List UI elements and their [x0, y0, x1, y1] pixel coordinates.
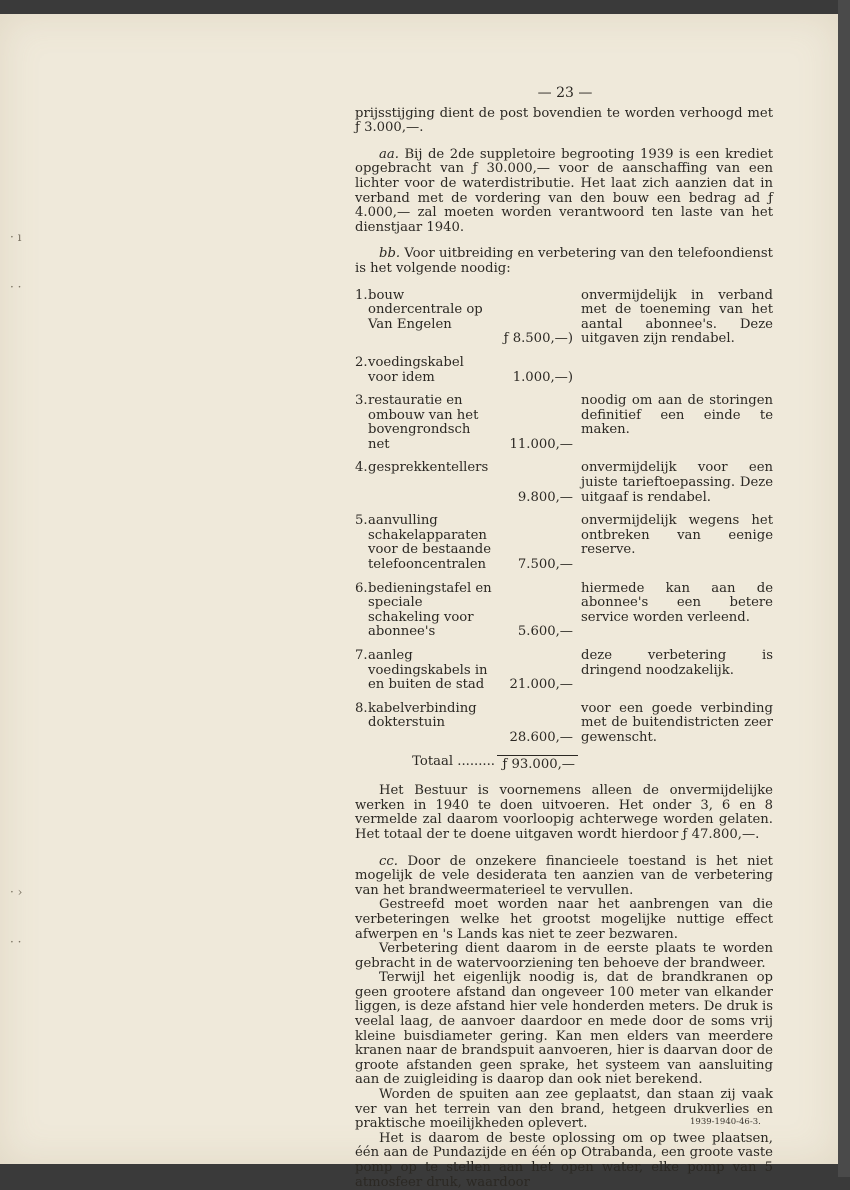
item-description: [355, 514, 495, 572]
item-description: [355, 289, 495, 347]
section-aa-label: aa.: [379, 146, 399, 162]
item-number: 7.: [355, 648, 368, 663]
section-aa-text: Bij de 2de suppletoire begrooting 1939 is een krediet opgebracht van ƒ 30.000,— voor de aanschaffing van een lichter voor de waterdistributie. Het laat zich aanzien dat in verband met de vordering van den bouw een bedrag ad ƒ 4.000,— zal moeten worden verantwoord ten laste van het dienstjaar 1940.: [355, 146, 773, 235]
item-description-text: aanleg voedingskabels in en buiten de stad: [368, 648, 488, 693]
item-amount-text: 9.800,—: [517, 489, 573, 505]
total-row: [355, 755, 773, 773]
bestuur-paragraph: Het Bestuur is voornemens alleen de onvermijdelijke werken in 1940 te doen uitvoeren. Het onder 3, 6 en 8 vermelde zal daarom voorloopig achterwege worden gelaten. Het totaal der te doene uitgaven wordt hierdoor ƒ 47.800,—.: [355, 783, 773, 842]
item-note: deze verbetering is dringend noodzakelijk.: [581, 648, 773, 678]
item-amount-text: 28.600,—: [509, 729, 573, 745]
paragraph: Terwijl het eigenlijk noodig is, dat de brandkranen op geen grootere afstand dan ongeveer 100 meter van elkander liggen, is deze afstand hier vele honderden meters. De druk is veelal laag, de aanvoer daardoor en mede door de soms vrij kleine buisdiameter gering. Kan men elders van meerdere kranen naar de brandspuit aanvoeren, hier is daarvan door de groote afstanden geen sprake, het systeem van aansluiting aan de zuigleiding is daarop dan ook niet berekend.: [355, 970, 773, 1088]
cost-item-row: [355, 394, 773, 452]
cost-item-row: [355, 649, 773, 693]
section-bb: [355, 247, 773, 276]
item-note: onvermijdelijk in verband met de toeneming van het aantal abonnee's. Deze uitgaven zijn rendabel.: [581, 287, 773, 347]
item-note: hiermede kan aan de abonnee's een betere service worden verleend.: [581, 580, 773, 625]
page-number: — 23 —: [537, 85, 593, 101]
item-amount-text: 21.000,—: [509, 677, 573, 693]
section-aa: [355, 148, 773, 236]
item-description: [355, 582, 495, 640]
item-description-text: aanvulling schakelapparaten voor de bestaande telefooncentralen: [368, 513, 492, 573]
cost-item-row: [355, 514, 773, 572]
item-number: 1.: [355, 287, 368, 303]
item-number: 8.: [355, 700, 368, 716]
cost-item-row: [355, 582, 773, 640]
document-body: [355, 86, 773, 1190]
item-amount: [495, 461, 576, 505]
item-number: 3.: [355, 393, 368, 409]
item-description-text: voedingskabel voor idem: [368, 354, 464, 385]
paragraph: Gestreefd moet worden naar het aanbrengen van die verbeteringen welke het grootst mogelijke nuttige effect afwerpen en 's Lands kas niet te zeer bezwaren.: [355, 897, 773, 942]
item-amount-text: 11.000,—: [509, 436, 573, 452]
paragraph: Worden de spuiten aan zee geplaatst, dan staan zij vaak ver van het terrein van den brand, hetgeen drukverlies en praktische moeilijkheden oplevert.: [355, 1087, 773, 1132]
section-bb-text: Voor uitbreiding en verbetering van den telefoondienst is het volgende noodig:: [355, 246, 773, 276]
item-amount-text: ƒ 8.500,—): [503, 331, 573, 347]
item-note: noodig om aan de storingen definitief een einde te maken.: [581, 393, 773, 438]
item-description: [355, 394, 495, 452]
item-note: onvermijdelijk voor een juiste tarieftoepassing. Deze uitgaaf is rendabel.: [581, 460, 773, 505]
item-number: 2.: [355, 354, 368, 370]
paragraph: Het is daarom de beste oplossing om op twee plaatsen, één aan de Pundazijde en één op Otrabanda, een groote vaste pomp op te stellen aan het open water, elke pomp van 5 atmosfeer druk, waardoor: [355, 1130, 773, 1190]
total-amount: ƒ 93.000,—: [497, 755, 578, 773]
section-cc-label: cc.: [379, 853, 398, 869]
item-description: [355, 461, 495, 505]
total-label: Totaal .........: [412, 753, 495, 769]
item-amount-text: 7.500,—: [517, 557, 573, 573]
paragraph: Verbetering dient daarom in de eerste plaats te worden gebracht in de watervoorziening ten behoeve der brandweer.: [355, 941, 773, 971]
item-amount-text: 5.600,—: [517, 624, 573, 640]
item-amount-text: 1.000,—): [512, 369, 573, 385]
item-description-text: restauratie en ombouw van het bovengrondsch net: [368, 393, 479, 452]
item-number: 5.: [355, 513, 368, 529]
intro-paragraph: prijsstijging dient de post bovendien te worden verhoogd met ƒ 3.000,—.: [355, 105, 773, 136]
cost-item-row: [355, 356, 773, 385]
item-description-text: bedieningstafel en speciale schakeling voor abonnee's: [368, 580, 492, 640]
item-amount: [495, 702, 576, 746]
item-amount: [495, 649, 576, 693]
cost-item-row: [355, 461, 773, 505]
section-bb-label: bb.: [379, 246, 401, 262]
item-description-text: bouw ondercentrale op Van Engelen: [368, 287, 483, 332]
cost-item-row: [355, 702, 773, 746]
document-code: 1939-1940-46-3.: [690, 1117, 761, 1127]
cost-items-list: [355, 289, 773, 746]
item-description: [355, 356, 495, 385]
item-number: 4.: [355, 460, 368, 476]
cost-item-row: [355, 289, 773, 347]
item-amount: [495, 356, 576, 385]
item-amount: [495, 514, 576, 572]
item-description: [355, 702, 495, 746]
item-number: 6.: [355, 580, 368, 596]
item-description-text: gesprekkentellers: [368, 460, 489, 476]
item-amount: [495, 289, 576, 347]
item-note: voor een goede verbinding met de buitendistricten zeer gewenscht.: [581, 700, 773, 745]
item-amount: [495, 582, 576, 640]
item-note: [576, 356, 773, 385]
item-note: onvermijdelijk wegens het ontbreken van eenige reserve.: [581, 513, 773, 558]
item-description-text: kabelverbinding dokterstuin: [368, 700, 477, 731]
scan-edge: [838, 0, 850, 1177]
item-amount: [495, 394, 576, 452]
item-description: [355, 649, 495, 693]
section-cc-text: Door de onzekere financieele toestand is het niet mogelijk de vele desiderata ten aanzien van de verbetering van het brandweermaterieel te vervullen.: [355, 853, 773, 898]
section-cc: [355, 855, 773, 899]
